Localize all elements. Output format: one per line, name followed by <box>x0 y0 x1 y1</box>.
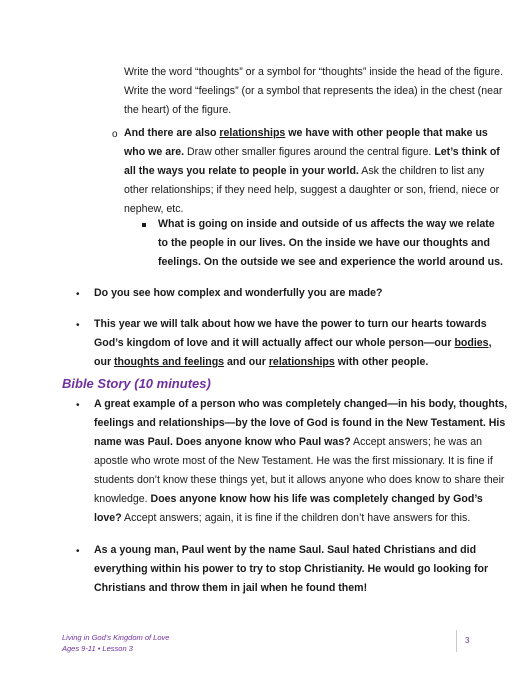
footer-divider <box>456 630 457 652</box>
paul-line-1: A great example of a person who was completely changed—in his body, thoughts, <box>94 398 508 410</box>
footer-subtitle: Ages 9-11 • Lesson 3 <box>62 644 133 653</box>
inside-outside-line-3: feelings. On the outside we see and experience the world around us. <box>158 256 503 268</box>
relationships-line-5: nephew, etc. <box>124 203 184 215</box>
instruction-line-2: Write the word “feelings” (or a symbol that represents the idea) in the chest (near <box>124 85 503 97</box>
page-number: 3 <box>465 636 470 645</box>
bible-story-heading: Bible Story (10 minutes) <box>62 376 211 391</box>
square-bullet <box>142 223 146 227</box>
paul-line-3: name was Paul. Does anyone know who Paul was? Accept answers; he was an <box>94 436 483 448</box>
saul-line-2: everything within his power to try to stop Christianity. He would go looking for <box>94 563 489 575</box>
paul-line-6: knowledge. Does anyone know how his life was completely changed by God’s <box>94 493 483 505</box>
inside-outside-line-2: to the people in our lives. On the inside we have our thoughts and <box>158 237 490 249</box>
this-year-line-3: our thoughts and feelings and our relationships with other people. <box>94 356 429 368</box>
paul-line-7: love? Accept answers; again, it is fine if the children don’t have answers for this. <box>94 512 471 524</box>
relationships-line-2: who we are. Draw other smaller figures around the central figure. Let’s think of <box>124 146 500 158</box>
inside-outside-line-1: What is going on inside and outside of us affects the way we relate <box>158 218 495 230</box>
saul-line-3: Christians and throw them in jail when he found them! <box>94 582 368 594</box>
this-year-line-2: God’s kingdom of love and it will actually affect our whole person—our bodies, <box>94 337 492 349</box>
bullet-o: o <box>112 129 118 140</box>
footer-title: Living in God’s Kingdom of Love <box>62 633 170 642</box>
bullet-dot: • <box>76 320 80 331</box>
saul-line-1: As a young man, Paul went by the name Saul. Saul hated Christians and did <box>94 544 477 556</box>
this-year-line-1: This year we will talk about how we have the power to turn our hearts towards <box>94 318 487 330</box>
relationships-line-4: other relationships; if they need help, suggest a daughter or son, friend, niece or <box>124 184 500 196</box>
instruction-line-3: the heart) of the figure. <box>124 104 232 116</box>
bullet-dot: • <box>76 289 80 300</box>
bullet-dot: • <box>76 546 80 557</box>
instruction-line-1: Write the word “thoughts” or a symbol for “thoughts” inside the head of the figure. <box>124 66 504 78</box>
complex-question: Do you see how complex and wonderfully you are made? <box>94 287 383 299</box>
relationships-line-1: And there are also relationships we have with other people that make us <box>124 127 488 139</box>
paul-line-5: students don’t know these things yet, but it allows anyone who does know to share their <box>94 474 505 486</box>
paul-line-4: apostle who wrote most of the New Testament. He was the first missionary. It is fine if <box>94 455 493 467</box>
paul-line-2: feelings and relationships—by the love of God is found in the New Testament. His <box>94 417 506 429</box>
relationships-line-3: all the ways you relate to people in your world. Ask the children to list any <box>124 165 485 177</box>
bullet-dot: • <box>76 400 80 411</box>
